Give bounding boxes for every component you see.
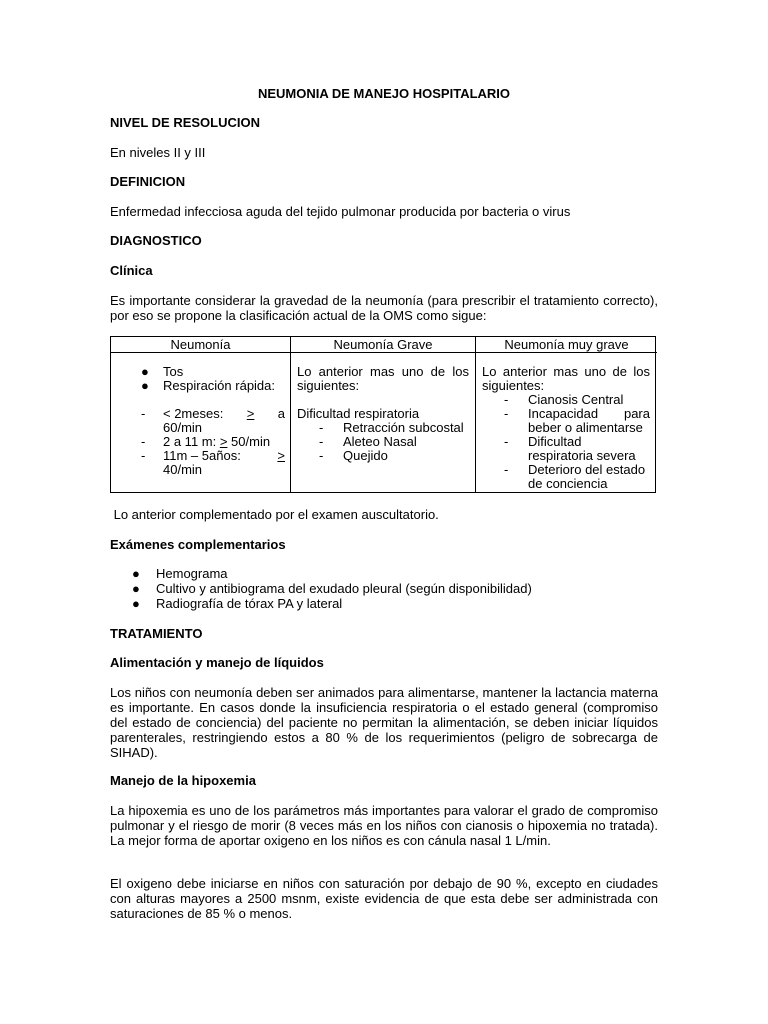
list-item: ● Respiración rápida: (141, 378, 276, 393)
list-item: - Retracción subcostal (319, 420, 464, 435)
col2-line: Dificultad respiratoria (297, 406, 420, 421)
bullet-icon: ● (141, 364, 149, 379)
list-item: ● Radiografía de tórax PA y lateral (132, 596, 343, 611)
list-item: - Incapacidad para beber o alimentarse (504, 406, 650, 435)
dash-icon: - (319, 448, 324, 463)
classification-table (110, 336, 656, 493)
table-cell-neumonia-muy-grave (482, 365, 650, 491)
examenes-list (110, 566, 658, 611)
bullet-icon: ● (141, 378, 149, 393)
dash-icon: - (141, 406, 146, 421)
after-table-text: Lo anterior complementado por el examen auscultatorio. (110, 507, 439, 522)
table-divider (290, 337, 291, 492)
list-item: - 11m – 5años: > 40/min (141, 448, 285, 477)
table-divider (475, 337, 476, 492)
table-header-neumonia: Neumonía (111, 337, 290, 353)
dash-icon: - (141, 448, 146, 463)
list-item: - Deterioro del estado de conciencia (504, 462, 646, 491)
list-item: - Quejido (319, 448, 388, 463)
alimentacion-heading: Alimentación y manejo de líquidos (110, 655, 324, 670)
bullet-icon: ● (132, 566, 140, 581)
definicion-text: Enfermedad infecciosa aguda del tejido pulmonar producida por bacteria o virus (110, 204, 571, 219)
tratamiento-heading: TRATAMIENTO (110, 626, 203, 641)
table-cell-neumonia (111, 365, 290, 477)
hipoxemia-paragraph-1: La hipoxemia es uno de los parámetros más importantes para valorar el grado de compromiso pulmonar y el riesgo de morir (8 veces más en los niños con cianosis o hipoxemia no tratada). La mejor forma de aportar oxigeno en los niños es con cánula nasal 1 L/min. (110, 803, 658, 848)
nivel-heading: NIVEL DE RESOLUCION (110, 115, 261, 130)
clinica-paragraph: Es importante considerar la gravedad de la neumonía (para prescribir el tratamiento correcto), por eso se propone la clasificación actual de la OMS como sigue: (110, 293, 658, 323)
table-header-neumonia-muy-grave: Neumonía muy grave (476, 337, 657, 353)
nivel-text: En niveles II y III (110, 145, 206, 160)
dash-icon: - (504, 462, 509, 477)
examenes-heading: Exámenes complementarios (110, 537, 286, 552)
alimentacion-paragraph: Los niños con neumonía deben ser animados para alimentarse, mantener la lactancia materna es importante. En casos donde la insuficiencia respiratoria o el estado general (compromiso del estado de conciencia) del paciente no permitan la alimentación, se deben iniciar líquidos parenterales, restringiendo estos a 80 % de los requerimientos (peligro de sobrecarga de SIHAD). (110, 685, 658, 760)
hipoxemia-heading: Manejo de la hipoxemia (110, 773, 256, 788)
bullet-icon: ● (132, 596, 140, 611)
definicion-heading: DEFINICION (110, 174, 186, 189)
list-item: - Dificultad respiratoria severa (504, 434, 636, 463)
dash-icon: - (141, 434, 146, 449)
dash-icon: - (319, 420, 324, 435)
list-item: - 2 a 11 m: > 50/min (141, 434, 271, 449)
dash-icon: - (504, 406, 509, 421)
table-cell-neumonia-grave (297, 365, 469, 463)
list-item: - Cianosis Central (504, 392, 624, 407)
dash-icon: - (504, 392, 509, 407)
list-item: ● Hemograma (132, 566, 228, 581)
list-item: ● Tos (141, 364, 184, 379)
table-header-neumonia-grave: Neumonía Grave (291, 337, 475, 353)
clinica-heading: Clínica (110, 263, 153, 278)
bullet-icon: ● (132, 581, 140, 596)
hipoxemia-paragraph-2: El oxigeno debe iniciarse en niños con saturación por debajo de 90 %, excepto en ciudades con alturas mayores a 2500 msnm, existe evidencia de que esta debe ser administrada con saturaciones de 85 % o menos. (110, 876, 658, 921)
list-item: - Aleteo Nasal (319, 434, 417, 449)
document-title: NEUMONIA DE MANEJO HOSPITALARIO (257, 86, 511, 101)
col2-intro-line1: Lo anterior mas uno de los siguientes: (297, 364, 469, 393)
list-item: - < 2meses: > a 60/min (141, 406, 285, 435)
diagnostico-heading: DIAGNOSTICO (110, 233, 202, 248)
dash-icon: - (504, 434, 509, 449)
col3-intro: Lo anterior mas uno de los siguientes: (482, 364, 650, 393)
dash-icon: - (319, 434, 324, 449)
list-item: ● Cultivo y antibiograma del exudado pleural (según disponibilidad) (132, 581, 532, 596)
